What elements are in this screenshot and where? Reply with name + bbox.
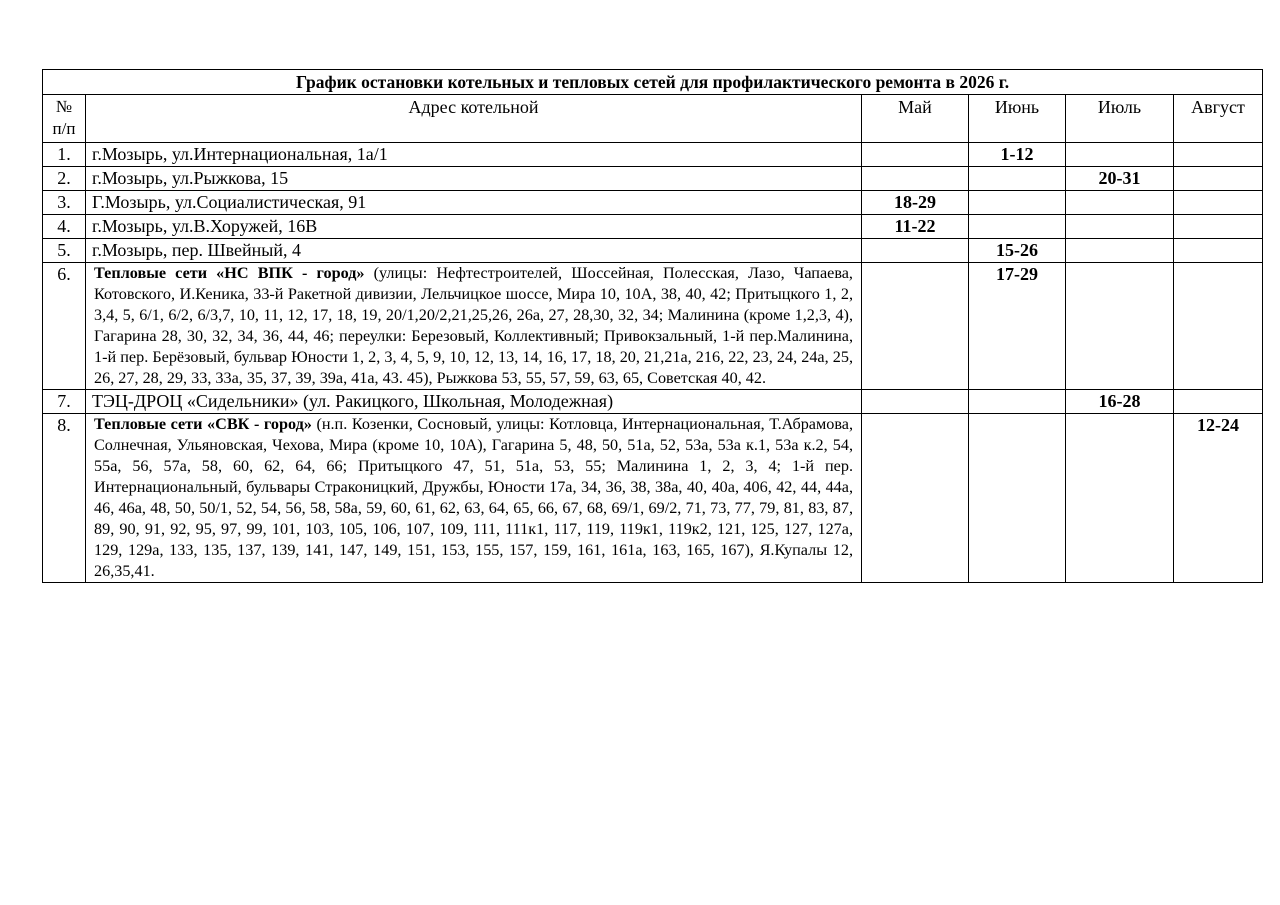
row-number: 8. xyxy=(43,414,86,583)
row-august xyxy=(1174,215,1263,239)
table-row xyxy=(43,143,1263,167)
row-may xyxy=(862,263,969,390)
row-june xyxy=(969,414,1066,583)
title-row xyxy=(43,70,1263,95)
row-august xyxy=(1174,390,1263,414)
row-address: г.Мозырь, ул.Рыжкова, 15 xyxy=(86,167,862,191)
row-june xyxy=(969,191,1066,215)
row-july xyxy=(1066,239,1174,263)
row-address: г.Мозырь, ул.В.Хоружей, 16В xyxy=(86,215,862,239)
table-row xyxy=(43,215,1263,239)
row-august xyxy=(1174,239,1263,263)
table-row xyxy=(43,263,1263,390)
row-august xyxy=(1174,143,1263,167)
header-row xyxy=(43,95,1263,143)
header-number-line1: № xyxy=(55,97,73,116)
schedule-table xyxy=(42,69,1263,583)
row-number: 1. xyxy=(43,143,86,167)
row-june: 1-12 xyxy=(969,143,1066,167)
row-address-lead: Тепловые сети «СВК - город» xyxy=(94,415,312,433)
row-number: 3. xyxy=(43,191,86,215)
table-row xyxy=(43,167,1263,191)
table-row xyxy=(43,390,1263,414)
row-june xyxy=(969,215,1066,239)
row-july xyxy=(1066,191,1174,215)
table-row xyxy=(43,191,1263,215)
row-number: 4. xyxy=(43,215,86,239)
row-august xyxy=(1174,167,1263,191)
row-address-detail: (улицы: Нефтестроителей, Шоссейная, Полесская, Лазо, Чапаева, Котовского, И.Кеника, 33-й Ракетной дивизии, Лельчицкое шоссе, Мира 10, 10А, 38, 40, 42; Притыцкого 1, 2, 3,4, 5, 6/1, 6/2, 6/3,7, 10, 11, 12, 17, 18, 19, 20/1,20/2,21,25,26, 26а, 27, 28,30, 32, 34; Малинина (кроме 1,2,3, 4), Гагарина 28, 30, 32, 34, 36, 44, 46; переулки: Березовый, Коллективный; Привокзальный, 1-й пер.Малинина, 1-й пер. Берёзовый, бульвар Юности 1, 2, 3, 4, 5, 9, 10, 12, 13, 14, 16, 17, 18, 20, 21,21а, 216, 22, 23, 24, 24а, 25, 26, 27, 28, 29, 33, 33а, 35, 37, 39, 39а, 41а, 43. 45), Рыжкова 53, 55, 57, 59, 63, 65, Советская 40, 42. xyxy=(94,264,853,387)
row-august xyxy=(1174,263,1263,390)
row-june xyxy=(969,390,1066,414)
row-june: 17-29 xyxy=(969,263,1066,390)
row-may xyxy=(862,167,969,191)
row-august: 12-24 xyxy=(1174,414,1263,583)
row-address: г.Мозырь, пер. Швейный, 4 xyxy=(86,239,862,263)
header-august: Август xyxy=(1174,95,1263,143)
header-july: Июль xyxy=(1066,95,1174,143)
row-june: 15-26 xyxy=(969,239,1066,263)
row-may: 11-22 xyxy=(862,215,969,239)
row-july xyxy=(1066,143,1174,167)
table-row xyxy=(43,414,1263,583)
row-address xyxy=(86,263,862,390)
row-august xyxy=(1174,191,1263,215)
row-number: 5. xyxy=(43,239,86,263)
row-may xyxy=(862,239,969,263)
header-may: Май xyxy=(862,95,969,143)
row-may xyxy=(862,414,969,583)
row-july: 20-31 xyxy=(1066,167,1174,191)
row-number: 6. xyxy=(43,263,86,390)
header-number-line2: п/п xyxy=(52,119,76,138)
row-address-detail: (н.п. Козенки, Сосновый, улицы: Котловца, Интернациональная, Т.Абрамова, Солнечная, Ульяновская, Чехова, Мира (кроме 10, 10А), Гагарина 5, 48, 50, 51а, 52, 53а, 53а к.1, 53а к.2, 54, 55а, 56, 57а, 58, 60, 62, 64, 66; Притыцкого 47, 51, 51а, 53, 55; Малинина 1, 2, 3, 4; 1-й пер. Интернациональный, бульвары Страконицкий, Дружбы, Юности 17а, 34, 36, 38, 38а, 40, 40а, 406, 42, 44, 44а, 46, 46а, 48, 50, 50/1, 52, 54, 56, 58, 58а, 59, 60, 61, 62, 63, 64, 65, 66, 67, 68, 69/1, 69/2, 71, 73, 77, 79, 81, 83, 87, 89, 90, 91, 92, 95, 97, 99, 101, 103, 105, 106, 107, 109, 111, 111к1, 117, 119, 119к1, 119к2, 121, 125, 127, 127а, 129, 129а, 133, 135, 137, 139, 141, 147, 149, 151, 153, 155, 157, 159, 161, 161а, 163, 165, 167), Я.Купалы 12, 26,35,41. xyxy=(94,415,853,580)
row-number: 7. xyxy=(43,390,86,414)
row-address xyxy=(86,414,862,583)
row-number: 2. xyxy=(43,167,86,191)
table-title: График остановки котельных и тепловых сетей для профилактического ремонта в 2026 г. xyxy=(43,70,1263,95)
row-may: 18-29 xyxy=(862,191,969,215)
header-number xyxy=(43,95,86,143)
header-address: Адрес котельной xyxy=(86,95,862,143)
row-july xyxy=(1066,215,1174,239)
row-may xyxy=(862,143,969,167)
row-address-lead: Тепловые сети «НС ВПК - город» xyxy=(94,264,365,282)
row-address: ТЭЦ-ДРОЦ «Сидельники» (ул. Ракицкого, Школьная, Молодежная) xyxy=(86,390,862,414)
row-may xyxy=(862,390,969,414)
row-june xyxy=(969,167,1066,191)
header-june: Июнь xyxy=(969,95,1066,143)
row-july: 16-28 xyxy=(1066,390,1174,414)
row-july xyxy=(1066,414,1174,583)
row-address: г.Мозырь, ул.Интернациональная, 1а/1 xyxy=(86,143,862,167)
table-row xyxy=(43,239,1263,263)
row-july xyxy=(1066,263,1174,390)
row-address: Г.Мозырь, ул.Социалистическая, 91 xyxy=(86,191,862,215)
